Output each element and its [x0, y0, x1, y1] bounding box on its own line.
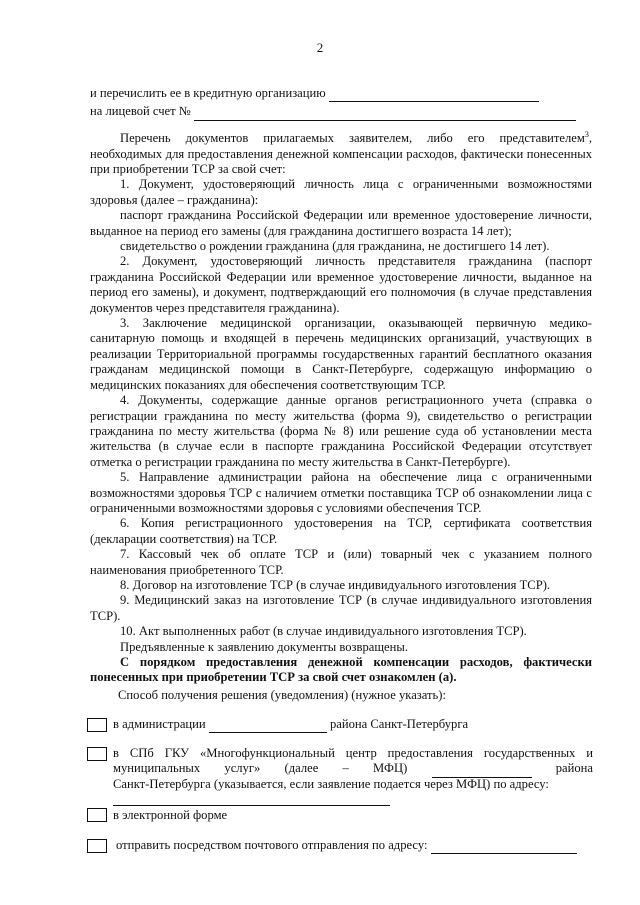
- list-item-9: 9. Медицинский заказ на изготовление ТСР (в случае индивидуального изготовления ТСР).: [90, 593, 592, 623]
- list-item-10: 10. Акт выполненных работ (в случае индивидуального изготовления ТСР).: [120, 624, 527, 639]
- list-item-8: 8. Договор на изготовление ТСР (в случае индивидуального изготовления ТСР).: [120, 577, 551, 592]
- list-item-4: 4. Документы, содержащие данные органов регистрационного учета (справка о регистрации гражданина по месту жительства (форма 9), свидетельство о регистрации гражданина по месту жительства (форма № 8) или решение суда об установлении места жительства (в случае если в паспорте гражданина Российской Федерации отсутствует отметка о регистрации гражданина по месту жительства в Санкт-Петербурге).: [90, 393, 592, 469]
- option-administration: в администрации района Санкт-Петербурга: [113, 717, 593, 733]
- post-address-field[interactable]: [431, 838, 577, 854]
- intro-line-2: [90, 104, 592, 120]
- intro-line-1: [90, 86, 592, 102]
- list-item-7: 7. Кассовый чек об оплате ТСР и (или) товарный чек с указанием полного наименования приобретенного ТСР.: [90, 547, 592, 577]
- acknowledgement: С порядком предоставления денежной компенсации расходов, фактически понесенных при приобретении ТСР за свой счет ознакомлен (а).: [90, 655, 592, 685]
- option-electronic: в электронной форме: [113, 808, 228, 822]
- option-post-checkbox[interactable]: [87, 839, 107, 853]
- mfc-address-field[interactable]: [113, 805, 390, 806]
- list-heading: Перечень документов прилагаемых заявителем, либо его представителем$^3$, необходимых для предоставления денежной компенсации расходов, фактически понесенных при приобретении ТСР за свой счет:: [90, 130, 592, 176]
- bank-field[interactable]: [329, 86, 539, 102]
- list-item-6: 6. Копия регистрационного удостоверения на ТСР, сертификата соответствия (декларации соответствия) на ТСР.: [90, 516, 592, 546]
- list-item-1a: паспорт гражданина Российской Федерации или временное удостоверение личности, выданное на период его замены (для гражданина достигшего возраста 14 лет);: [90, 208, 592, 238]
- intro-text-1: и перечислить ее в кредитную организацию: [90, 86, 326, 100]
- intro-block: [90, 86, 592, 121]
- list-item-1b: свидетельство о рождении гражданина (для гражданина, не достигшего 14 лет).: [120, 239, 550, 254]
- mfc-district-field[interactable]: [432, 761, 532, 777]
- district-field[interactable]: [209, 717, 327, 733]
- option-mfc-address-line: Санкт-Петербурга (указывается, если заявление подается через МФЦ) по адресу:: [113, 777, 549, 791]
- list-item-1: 1. Документ, удостоверяющий личность лица с ограниченными возможностями здоровья (далее – гражданина):: [90, 177, 592, 207]
- list-item-5: 5. Направление администрации района на обеспечение лица с ограниченными возможностями здоровья ТСР с наличием отметки поставщика ТСР об ознакомлении лица с ограниченными возможностями здоровья с условиями обеспечения ТСР.: [90, 470, 592, 515]
- option-mfc: в СПб ГКУ «Многофункциональный центр предоставления государственных и муниципальных услуг» (далее – МФЦ) района: [113, 746, 593, 778]
- option-post: отправить посредством почтового отправления по адресу:: [116, 838, 592, 854]
- intro-text-2: на лицевой счет №: [90, 104, 191, 119]
- option-administration-checkbox[interactable]: [87, 718, 107, 732]
- returned-note: Предъявленные к заявлению документы возвращены.: [120, 639, 408, 654]
- documents-list: [90, 127, 592, 686]
- option-mfc-checkbox[interactable]: [87, 747, 107, 761]
- list-item-2: 2. Документ, удостоверяющий личность представителя гражданина (паспорт гражданина Российской Федерации или временное удостоверение личности, выданное на период его замены), и документ, подтверждающий его полномочия (в случае представления документов через представителя гражданина).: [90, 254, 592, 315]
- list-item-3: 3. Заключение медицинской организации, оказывающей первичную медико-санитарную помощь и входящей в перечень медицинских организаций, участвующих в реализации Территориальной программы государственных гарантий бесплатного оказания гражданам медицинской помощи в Санкт-Петербурге, содержащую информацию о медицинских показаниях для обеспечения соответствующим ТСР.: [90, 316, 592, 392]
- page-number: 2: [316, 40, 324, 55]
- account-field[interactable]: [194, 104, 576, 120]
- method-title: Способ получения решения (уведомления) (нужное указать):: [118, 688, 446, 702]
- option-electronic-checkbox[interactable]: [87, 808, 107, 822]
